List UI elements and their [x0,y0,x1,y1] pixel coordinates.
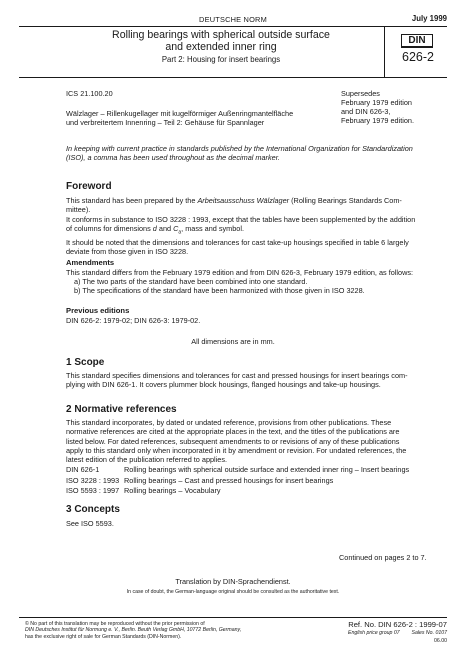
text-line: mittee). [66,205,91,215]
din-logo-underbar [401,47,433,48]
text-span: of columns for dimensions [66,223,153,233]
text-span: This standard has been prepared by the [66,196,198,205]
amendments-intro: This standard differs from the February 1979 edition and from DIN 626-3, February 1979 edition, as follows: [66,268,414,277]
previous-editions-heading: Previous editions [66,306,130,315]
symbol-subscript: a [178,229,182,236]
title-block-divider [384,26,385,77]
copyright-notice [25,621,241,640]
decimal-marker-note [66,144,413,163]
text-line: This standard incorporates, by dated or undated reference, provisions from other publications. These [66,418,392,427]
issue-code: 06.00 [434,638,447,644]
reference-number: Ref. No. DIN 626-2 : 1999-07 [348,620,447,629]
note-line: (ISO), a comma has been used throughout as the decimal marker. [66,153,280,163]
text-line: plying with DIN 626-1. It covers plummer block housings, flanged housings and take-up housings. [66,380,381,390]
text-line: listed below. For dated references, subsequent amendments to or revisions of any of these publications [66,436,400,446]
foreword-paragraph-1 [66,196,442,205]
ics-code: ICS 21.100.20 [66,89,113,98]
german-title [66,109,293,128]
foreword-heading: Foreword [66,181,112,192]
concepts-text: See ISO 5593. [66,519,114,528]
text-line: This standard specifies dimensions and tolerances for cast and pressed housings for insert bearings com- [66,371,408,380]
document-title [58,29,384,53]
normative-references-body [66,418,406,464]
text-line: deviate from those given in ISO 3228. [66,246,189,256]
translation-credit: Translation by DIN-Sprachendienst. [175,577,291,586]
reference-code: ISO 3228 : 1993 [66,476,120,485]
reference-code: DIN 626-1 [66,465,100,474]
text-span: , mass and symbol. [181,223,245,233]
reference-code: ISO 5593 : 1997 [66,486,120,495]
committee-name: Arbeitsausschuss Wälzlager [197,196,290,205]
text-line [66,224,442,238]
amendments-list [74,277,365,296]
symbol-d: d [152,223,157,233]
text-line: apply to this standard only when incorporated in it by amendment or revision. For undated references, the [66,445,407,455]
supersedes-line: and DIN 626-3, [341,107,391,116]
normative-references-heading: 2 Normative references [66,404,177,415]
din-logo: DIN [401,34,433,47]
foreword-paragraph-3: It should be noted that the dimensions and tolerances for cast take-up housings specified in table 6 largely [66,237,409,247]
title-block-top-rule [19,26,447,27]
supersedes-line: Supersedes [341,89,380,98]
reference-title: Rolling bearings with spherical outside surface and extended inner ring – Insert bearings [124,465,410,474]
german-title-line: Wälzlager – Rillenkugellager mit kugelförmiger Außenringmantelfläche [66,109,294,118]
foreword-paragraph-2: It conforms in substance to ISO 3228 : 1993, except that the tables have been supplemented by the addition [66,214,416,224]
copyright-line: © No part of this translation may be reproduced without the prior permission of [25,621,205,627]
symbol-c: C [173,223,179,233]
copyright-line: DIN Deutsches Institut für Normung e. V., Berlin. Beuth Verlag GmbH, 10772 Berlin, Germany, [25,627,242,634]
supersedes-line: February 1979 edition [341,98,412,107]
sales-number: Sales No. 0107 [411,630,447,636]
previous-editions-text: DIN 626-2: 1979-02; DIN 626-3: 1979-02. [66,316,201,325]
document-subtitle: Part 2: Housing for insert bearings [161,55,281,64]
amendments-heading: Amendments [66,258,115,267]
title-block-bottom-rule [19,77,447,78]
footer-rule [19,617,447,618]
standard-number: 626-2 [402,50,434,64]
text-line: latest edition of the publication referred to applies. [66,455,228,465]
text-line: normative references are cited at the appropriate places in the text, and the titles of the publications are [66,427,400,437]
translation-disclaimer: In case of doubt, the German-language original should be consulted as the authoritative text. [126,589,340,595]
german-title-line: und verbreitertem Innenring – Teil 2: Gehäuse für Spannlager [66,118,265,128]
title-line-1: Rolling bearings with spherical outside surface [112,29,330,41]
document-date: July 1999 [411,14,447,23]
text-span: and [156,223,174,233]
continued-note: Continued on pages 2 to 7. [339,553,427,562]
text-span: (Rolling Bearings Standards Com- [289,196,402,205]
price-group: English price group 07 [348,630,400,636]
scope-heading: 1 Scope [66,357,105,368]
foreword-body [66,196,442,256]
supersedes-line: February 1979 edition. [341,116,415,125]
copyright-line: has the exclusive right of sale for German Standards (DIN-Normen). [25,633,182,640]
concepts-heading: 3 Concepts [66,504,120,515]
reference-title: Rolling bearings – Vocabulary [124,486,221,495]
dimensions-note: All dimensions are in mm. [191,337,275,346]
list-item: b) The specifications of the standard have been harmonized with those given in ISO 3228. [74,286,365,296]
supersedes-note [341,89,414,125]
document-norm-label: DEUTSCHE NORM [199,15,267,24]
list-item: a) The two parts of the standard have been combined into one standard. [74,277,308,286]
reference-title: Rolling bearings – Cast and pressed housings for insert bearings [124,476,334,485]
title-line-2: and extended inner ring [165,41,277,53]
scope-body [66,371,408,390]
note-line: In keeping with current practice in standards published by the International Organization for Standardization [66,144,413,153]
